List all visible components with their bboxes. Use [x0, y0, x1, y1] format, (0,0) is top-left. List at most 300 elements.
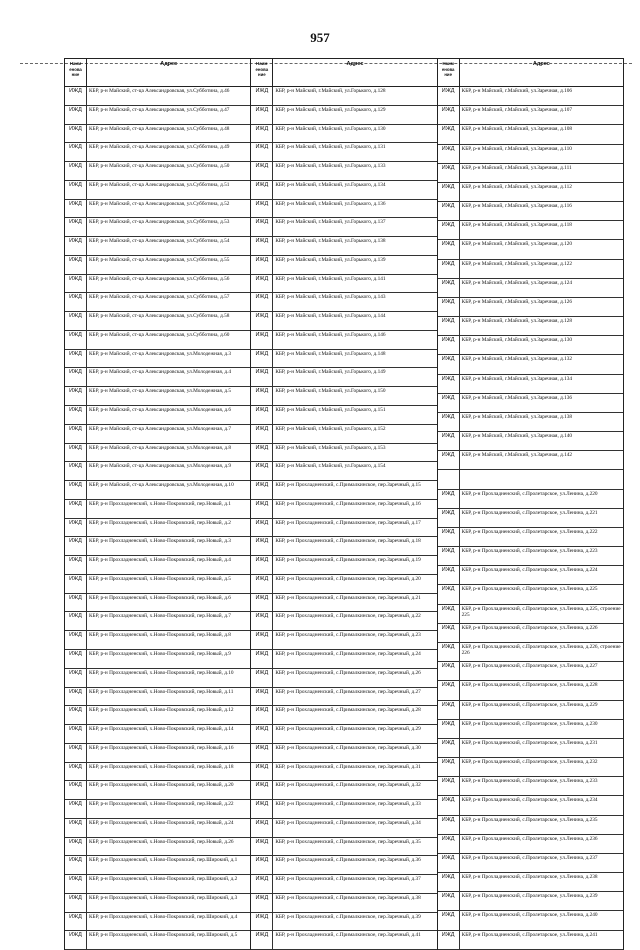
row-address: КБР, р-н Майский, г.Майский, ул.Заречная, д.108	[461, 126, 573, 133]
row-address: КБР, р-н Прохладненский, с.Прималкинское, пер.Заречный, д.17	[275, 519, 421, 526]
row-address: КБР, р-н Майский, ст-ца Александровская, ул.Субботина, д.50	[89, 163, 230, 170]
table-row	[65, 237, 250, 256]
column-body	[65, 87, 250, 950]
row-type: ИЖД	[251, 519, 273, 537]
row-address: КБР, р-н Майский, г.Майский, ул.Заречная, д.120	[461, 241, 573, 248]
row-address: КБР, р-н Прохладненский, с.Пролетарское, ул.Ленина, д.224	[461, 567, 598, 574]
row-type: ИЖД	[438, 701, 460, 719]
row-address: КБР, р-н Майский, ст-ца Александровская, ул.Молодежная, д.10	[89, 482, 234, 489]
table-row	[65, 481, 250, 500]
row-type: ИЖД	[438, 394, 460, 412]
table-row	[251, 819, 436, 838]
row-address: КБР, р-н Майский, г.Майский, ул.Заречная, д.132	[461, 356, 573, 363]
row-address: КБР, р-н Прохладненский, с.Пролетарское, ул.Ленина, д.226	[461, 624, 598, 631]
row-type: ИЖД	[251, 143, 273, 161]
table-row	[65, 162, 250, 181]
table-row	[65, 462, 250, 481]
row-type: ИЖД	[438, 355, 460, 373]
row-type: ИЖД	[65, 894, 87, 912]
row-address: КБР, р-н Прохладненский, с.Прималкинское, пер.Заречный, д.39	[275, 913, 421, 920]
address-header: Адрес	[346, 61, 364, 67]
table-row	[438, 432, 623, 451]
row-address: КБР, р-н Прохладненский, х.Ново-Покровский, пер.Новый, д.12	[89, 707, 234, 714]
table-row	[65, 725, 250, 744]
row-address: КБР, р-н Прохладненский, х.Ново-Покровский, пер.Новый, д.16	[89, 744, 234, 751]
row-address: КБР, р-н Прохладненский, с.Пролетарское, ул.Ленина, д.226, строение 226	[461, 643, 621, 657]
table-row	[65, 87, 250, 106]
row-address: КБР, р-н Прохладненский, с.Пролетарское, ул.Ленина, д.221	[461, 509, 598, 516]
table-row	[438, 701, 623, 720]
table-row	[65, 331, 250, 350]
row-type: ИЖД	[438, 413, 460, 431]
row-address: КБР, р-н Прохладненский, х.Ново-Покровский, пер.Новый, д.8	[89, 632, 231, 639]
row-type: ИЖД	[251, 688, 273, 706]
row-type: ИЖД	[65, 575, 87, 593]
table-row	[65, 181, 250, 200]
row-address: КБР, р-н Майский, г.Майский, ул.Заречная, д.140	[461, 433, 573, 440]
column-body	[251, 87, 436, 950]
row-type: ИЖД	[251, 162, 273, 180]
row-type: ИЖД	[65, 669, 87, 687]
row-address: КБР, р-н Прохладненский, с.Прималкинское, пер.Заречный, д.27	[275, 688, 421, 695]
table-row	[251, 87, 436, 106]
row-type: ИЖД	[251, 894, 273, 912]
row-address: КБР, р-н Прохладненский, х.Ново-Покровский, пер.Широкий, д.5	[89, 932, 238, 939]
row-type: ИЖД	[251, 125, 273, 143]
page-number: 957	[310, 30, 330, 45]
row-address: КБР, р-н Майский, г.Майский, ул.Горького, д.130	[275, 125, 386, 132]
row-type: ИЖД	[251, 481, 273, 499]
table-row	[438, 87, 623, 106]
row-address: КБР, р-н Майский, ст-ца Александровская, ул.Субботина, д.54	[89, 238, 230, 245]
table-row	[65, 744, 250, 763]
row-address: КБР, р-н Майский, г.Майский, ул.Горького, д.143	[275, 294, 386, 301]
table-row	[65, 800, 250, 819]
row-type: ИЖД	[438, 183, 460, 201]
row-address: КБР, р-н Прохладненский, с.Прималкинское, пер.Заречный, д.15	[275, 482, 421, 489]
row-address: КБР, р-н Прохладненский, с.Пролетарское, ул.Ленина, д.222	[461, 528, 598, 535]
row-type: ИЖД	[65, 162, 87, 180]
row-type: ИЖД	[438, 125, 460, 143]
row-address: КБР, р-н Прохладненский, с.Пролетарское, ул.Ленина, д.236	[461, 835, 598, 842]
table-row	[251, 575, 436, 594]
row-type: ИЖД	[438, 931, 460, 949]
row-type: ИЖД	[251, 87, 273, 105]
table-row	[251, 387, 436, 406]
row-type: ИЖД	[251, 838, 273, 856]
table-row	[438, 355, 623, 374]
table-row	[438, 624, 623, 643]
table-row	[251, 462, 436, 481]
table-row	[65, 406, 250, 425]
row-type: ИЖД	[438, 336, 460, 354]
row-address: КБР, р-н Майский, г.Майский, ул.Заречная, д.124	[461, 279, 573, 286]
row-type: ИЖД	[65, 819, 87, 837]
row-address: КБР, р-н Майский, г.Майский, ул.Заречная, д.118	[461, 222, 572, 229]
row-address: КБР, р-н Прохладненский, х.Ново-Покровский, пер.Новый, д.3	[89, 538, 231, 545]
table-row	[251, 744, 436, 763]
row-type: ИЖД	[65, 913, 87, 931]
row-type: ИЖД	[438, 624, 460, 642]
row-address: КБР, р-н Прохладненский, х.Ново-Покровский, пер.Новый, д.10	[89, 669, 234, 676]
table-row	[438, 451, 623, 470]
row-address: КБР, р-н Прохладненский, х.Ново-Покровский, пер.Новый, д.5	[89, 575, 231, 582]
row-type: ИЖД	[438, 260, 460, 278]
row-address: КБР, р-н Прохладненский, с.Пролетарское, ул.Ленина, д.228	[461, 682, 598, 689]
row-address: КБР, р-н Майский, г.Майский, ул.Горького, д.128	[275, 88, 386, 94]
table-row	[65, 143, 250, 162]
row-address: КБР, р-н Майский, ст-ца Александровская, ул.Субботина, д.51	[89, 181, 230, 188]
row-type: ИЖД	[251, 462, 273, 480]
row-type: ИЖД	[438, 528, 460, 546]
row-address: КБР, р-н Прохладненский, с.Прималкинское, пер.Заречный, д.31	[275, 763, 421, 770]
row-type: ИЖД	[65, 612, 87, 630]
row-address: КБР, р-н Прохладненский, х.Ново-Покровский, пер.Новый, д.22	[89, 801, 234, 808]
row-type: ИЖД	[65, 875, 87, 893]
table-row	[65, 594, 250, 613]
table-row	[438, 681, 623, 700]
row-address: КБР, р-н Майский, г.Майский, ул.Заречная, д.126	[461, 298, 573, 305]
row-type: ИЖД	[251, 931, 273, 949]
row-type: ИЖД	[438, 873, 460, 891]
table-row	[65, 706, 250, 725]
address-header: Адрес	[532, 61, 550, 67]
row-type: ИЖД	[251, 856, 273, 874]
table-row	[438, 202, 623, 221]
row-type: ИЖД	[65, 481, 87, 499]
table-column-1	[64, 58, 251, 950]
table-row	[438, 298, 623, 317]
row-type: ИЖД	[438, 854, 460, 872]
table-row	[65, 425, 250, 444]
table-row	[65, 275, 250, 294]
table-row	[65, 913, 250, 932]
row-address: КБР, р-н Майский, г.Майский, ул.Заречная, д.110	[461, 145, 572, 152]
row-address: КБР, р-н Майский, г.Майский, ул.Горького, д.150	[275, 388, 386, 395]
row-type: ИЖД	[251, 763, 273, 781]
row-address: КБР, р-н Майский, г.Майский, ул.Заречная, д.107	[461, 107, 573, 114]
row-type: ИЖД	[251, 425, 273, 443]
row-type: ИЖД	[251, 875, 273, 893]
table-row	[65, 387, 250, 406]
table-row	[438, 585, 623, 604]
table-row	[438, 240, 623, 259]
row-address: КБР, р-н Майский, ст-ца Александровская, ул.Молодежная, д.5	[89, 388, 232, 395]
table-row	[65, 612, 250, 631]
type-header: Наим енова ние	[438, 59, 460, 86]
column-body	[438, 87, 623, 950]
table-row	[438, 643, 623, 662]
row-address: КБР, р-н Прохладненский, с.Пролетарское, ул.Ленина, д.220	[461, 490, 598, 497]
table-row	[251, 556, 436, 575]
row-type: ИЖД	[251, 556, 273, 574]
row-address: КБР, р-н Майский, г.Майский, ул.Заречная, д.134	[461, 375, 573, 382]
table-row	[65, 875, 250, 894]
table-row	[438, 739, 623, 758]
row-address: КБР, р-н Прохладненский, с.Пролетарское, ул.Ленина, д.241	[461, 931, 598, 938]
table-row	[438, 547, 623, 566]
row-address: КБР, р-н Майский, г.Майский, ул.Горького, д.149	[275, 369, 386, 376]
table-row	[251, 706, 436, 725]
table-row	[65, 537, 250, 556]
row-type: ИЖД	[251, 744, 273, 762]
row-address: КБР, р-н Прохладненский, х.Ново-Покровский, пер.Новый, д.7	[89, 613, 231, 620]
row-address: КБР, р-н Майский, г.Майский, ул.Горького, д.133	[275, 163, 386, 170]
table-row	[251, 218, 436, 237]
row-type: ИЖД	[251, 706, 273, 724]
table-row	[65, 575, 250, 594]
row-address: КБР, р-н Майский, ст-ца Александровская, ул.Субботина, д.58	[89, 313, 230, 320]
row-type: ИЖД	[438, 892, 460, 910]
table-row	[65, 200, 250, 219]
table-row	[251, 275, 436, 294]
row-address: КБР, р-н Прохладненский, с.Прималкинское, пер.Заречный, д.35	[275, 838, 421, 845]
type-header: Наим енова ние	[65, 59, 87, 86]
row-type: ИЖД	[438, 835, 460, 853]
table-row	[438, 566, 623, 585]
row-address: КБР, р-н Майский, ст-ца Александровская, ул.Субботина, д.46	[89, 88, 230, 94]
table-row	[251, 181, 436, 200]
row-type: ИЖД	[65, 331, 87, 349]
table-row	[251, 650, 436, 669]
row-type: ИЖД	[65, 519, 87, 537]
table-row	[251, 331, 436, 350]
table-row	[438, 490, 623, 509]
row-type: ИЖД	[65, 725, 87, 743]
row-type: ИЖД	[251, 237, 273, 255]
row-address: КБР, р-н Прохладненский, с.Прималкинское, пер.Заречный, д.34	[275, 819, 421, 826]
table-column-3	[438, 58, 624, 950]
row-type: ИЖД	[65, 931, 87, 949]
row-type: ИЖД	[438, 375, 460, 393]
row-type: ИЖД	[65, 106, 87, 124]
row-address: КБР, р-н Майский, г.Майский, ул.Горького, д.131	[275, 144, 386, 151]
row-type: ИЖД	[438, 662, 460, 680]
row-type: ИЖД	[438, 739, 460, 757]
table-column-2	[251, 58, 437, 950]
table-row	[438, 221, 623, 240]
row-address: КБР, р-н Майский, ст-ца Александровская, ул.Молодежная, д.3	[89, 350, 232, 357]
row-address: КБР, р-н Прохладненский, с.Пролетарское, ул.Ленина, д.234	[461, 797, 598, 804]
table-row	[65, 819, 250, 838]
row-address: КБР, р-н Прохладненский, х.Ново-Покровский, пер.Новый, д.9	[89, 650, 231, 657]
table-row	[438, 758, 623, 777]
row-address: КБР, р-н Прохладненский, х.Ново-Покровский, пер.Новый, д.11	[89, 688, 234, 695]
table-row	[438, 854, 623, 873]
table-row	[251, 669, 436, 688]
row-address: КБР, р-н Майский, ст-ца Александровская, ул.Молодежная, д.9	[89, 463, 232, 470]
table-row	[438, 528, 623, 547]
row-type: ИЖД	[65, 537, 87, 555]
row-type: ИЖД	[65, 781, 87, 799]
table-row	[65, 218, 250, 237]
table-row	[438, 279, 623, 298]
row-type: ИЖД	[438, 643, 460, 661]
row-type: ИЖД	[251, 819, 273, 837]
table-row	[65, 631, 250, 650]
address-table	[64, 58, 624, 950]
row-type: ИЖД	[65, 181, 87, 199]
row-address: КБР, р-н Майский, г.Майский, ул.Горького, д.137	[275, 219, 386, 226]
table-row	[251, 913, 436, 932]
address-header: Адрес	[160, 61, 178, 67]
row-type: ИЖД	[438, 566, 460, 584]
row-address: КБР, р-н Майский, г.Майский, ул.Горького, д.146	[275, 331, 386, 338]
row-address: КБР, р-н Майский, г.Майский, ул.Заречная, д.138	[461, 413, 573, 420]
table-row	[438, 470, 623, 489]
table-row	[438, 605, 623, 624]
table-row	[251, 612, 436, 631]
row-type: ИЖД	[65, 744, 87, 762]
table-row	[65, 312, 250, 331]
table-row	[251, 725, 436, 744]
row-address: КБР, р-н Прохладненский, с.Пролетарское, ул.Ленина, д.239	[461, 893, 598, 900]
row-address: КБР, р-н Прохладненский, с.Прималкинское, пер.Заречный, д.29	[275, 726, 421, 733]
table-row	[251, 800, 436, 819]
table-row	[251, 425, 436, 444]
table-row	[65, 781, 250, 800]
row-type: ИЖД	[438, 720, 460, 738]
row-address: КБР, р-н Прохладненский, с.Пролетарское, ул.Ленина, д.227	[461, 663, 598, 670]
table-row	[438, 336, 623, 355]
row-type: ИЖД	[438, 298, 460, 316]
row-type: ИЖД	[251, 537, 273, 555]
table-row	[438, 509, 623, 528]
table-row	[251, 162, 436, 181]
table-row	[251, 200, 436, 219]
row-address: КБР, р-н Прохладненский, с.Пролетарское, ул.Ленина, д.238	[461, 874, 598, 881]
table-row	[438, 164, 623, 183]
row-address: КБР, р-н Майский, ст-ца Александровская, ул.Субботина, д.60	[89, 331, 230, 338]
row-type: ИЖД	[65, 200, 87, 218]
table-row	[251, 875, 436, 894]
table-row	[65, 556, 250, 575]
row-address: КБР, р-н Прохладненский, с.Пролетарское, ул.Ленина, д.237	[461, 854, 598, 861]
row-type: ИЖД	[65, 631, 87, 649]
row-type: ИЖД	[251, 913, 273, 931]
row-address: КБР, р-н Прохладненский, с.Прималкинское, пер.Заречный, д.33	[275, 801, 421, 808]
row-address: КБР, р-н Майский, ст-ца Александровская, ул.Субботина, д.52	[89, 200, 230, 207]
type-header: Наим енова ние	[251, 59, 273, 86]
row-type: ИЖД	[438, 911, 460, 929]
row-type: ИЖД	[251, 594, 273, 612]
row-type: ИЖД	[65, 293, 87, 311]
table-row	[65, 350, 250, 369]
row-address: КБР, р-н Майский, г.Майский, ул.Горького, д.152	[275, 425, 386, 432]
table-row	[438, 777, 623, 796]
table-row	[251, 519, 436, 538]
row-address: КБР, р-н Прохладненский, с.Пролетарское, ул.Ленина, д.232	[461, 759, 598, 766]
row-address: КБР, р-н Прохладненский, х.Ново-Покровский, пер.Широкий, д.3	[89, 894, 238, 901]
table-row	[251, 688, 436, 707]
row-type: ИЖД	[65, 87, 87, 105]
row-address: КБР, р-н Прохладненский, с.Прималкинское, пер.Заречный, д.23	[275, 632, 421, 639]
row-address: КБР, р-н Прохладненский, с.Пролетарское, ул.Ленина, д.223	[461, 548, 598, 555]
table-row	[251, 781, 436, 800]
table-row	[251, 106, 436, 125]
row-type: ИЖД	[65, 556, 87, 574]
table-row	[65, 500, 250, 519]
row-type: ИЖД	[251, 275, 273, 293]
table-row	[251, 293, 436, 312]
table-row	[251, 368, 436, 387]
row-address: КБР, р-н Прохладненский, с.Прималкинское, пер.Заречный, д.24	[275, 650, 421, 657]
row-address: КБР, р-н Прохладненский, с.Прималкинское, пер.Заречный, д.16	[275, 500, 421, 507]
table-row	[65, 838, 250, 857]
row-type: ИЖД	[65, 688, 87, 706]
row-type: ИЖД	[438, 585, 460, 603]
row-address: КБР, р-н Майский, г.Майский, ул.Горького, д.154	[275, 463, 386, 470]
row-address: КБР, р-н Прохладненский, х.Ново-Покровский, пер.Широкий, д.4	[89, 913, 238, 920]
row-address: КБР, р-н Прохладненский, с.Прималкинское, пер.Заречный, д.38	[275, 894, 421, 901]
row-address: КБР, р-н Майский, г.Майский, ул.Заречная, д.142	[461, 452, 573, 459]
row-type: ИЖД	[438, 796, 460, 814]
row-address: КБР, р-н Майский, ст-ца Александровская, ул.Субботина, д.48	[89, 125, 230, 132]
row-address: КБР, р-н Прохладненский, с.Прималкинское, пер.Заречный, д.26	[275, 669, 421, 676]
table-row	[251, 237, 436, 256]
row-address: КБР, р-н Майский, г.Майский, ул.Горького, д.138	[275, 238, 386, 245]
row-address: КБР, р-н Майский, г.Майский, ул.Заречная, д.112	[461, 183, 572, 190]
row-type: ИЖД	[65, 237, 87, 255]
row-address: КБР, р-н Прохладненский, с.Прималкинское, пер.Заречный, д.30	[275, 744, 421, 751]
row-type: ИЖД	[438, 547, 460, 565]
row-address: КБР, р-н Прохладненский, х.Ново-Покровский, пер.Широкий, д.2	[89, 876, 238, 883]
table-row	[438, 931, 623, 950]
row-type: ИЖД	[251, 200, 273, 218]
row-address: КБР, р-н Прохладненский, с.Прималкинское, пер.Заречный, д.37	[275, 876, 421, 883]
row-type: ИЖД	[65, 218, 87, 236]
row-address: КБР, р-н Майский, г.Майский, ул.Заречная, д.136	[461, 394, 573, 401]
row-type: ИЖД	[251, 575, 273, 593]
row-type: ИЖД	[65, 706, 87, 724]
table-row	[438, 892, 623, 911]
row-address: КБР, р-н Прохладненский, с.Пролетарское, ул.Ленина, д.240	[461, 912, 598, 919]
row-type: ИЖД	[251, 181, 273, 199]
row-type: ИЖД	[251, 650, 273, 668]
row-type: ИЖД	[251, 612, 273, 630]
row-type: ИЖД	[251, 387, 273, 405]
row-type: ИЖД	[251, 312, 273, 330]
table-row	[438, 413, 623, 432]
row-type: ИЖД	[438, 202, 460, 220]
row-type: ИЖД	[65, 650, 87, 668]
row-type: ИЖД	[438, 221, 460, 239]
row-type: ИЖД	[251, 781, 273, 799]
row-type: ИЖД	[65, 312, 87, 330]
row-type: ИЖД	[251, 293, 273, 311]
row-address: КБР, р-н Майский, ст-ца Александровская, ул.Субботина, д.56	[89, 275, 230, 282]
row-address: КБР, р-н Майский, г.Майский, ул.Горького, д.141	[275, 275, 386, 282]
table-row	[438, 911, 623, 930]
row-address: КБР, р-н Прохладненский, с.Прималкинское, пер.Заречный, д.19	[275, 557, 421, 564]
row-address: КБР, р-н Майский, ст-ца Александровская, ул.Субботина, д.55	[89, 256, 230, 263]
row-type: ИЖД	[251, 669, 273, 687]
row-address: КБР, р-н Прохладненский, с.Пролетарское, ул.Ленина, д.230	[461, 720, 598, 727]
row-type: ИЖД	[65, 143, 87, 161]
table-row	[251, 838, 436, 857]
table-row	[438, 183, 623, 202]
row-address: КБР, р-н Прохладненский, с.Пролетарское, ул.Ленина, д.225, строение 225	[461, 605, 621, 618]
row-type: ИЖД	[438, 681, 460, 699]
row-type: ИЖД	[251, 406, 273, 424]
row-type: ИЖД	[438, 490, 460, 508]
row-address: КБР, р-н Майский, ст-ца Александровская, ул.Субботина, д.53	[89, 219, 230, 226]
row-address: КБР, р-н Майский, г.Майский, ул.Горького, д.148	[275, 350, 386, 357]
table-row	[438, 375, 623, 394]
table-row	[65, 519, 250, 538]
row-address: КБР, р-н Майский, г.Майский, ул.Горького, д.139	[275, 256, 386, 263]
row-address: КБР, р-н Прохладненский, х.Ново-Покровский, пер.Новый, д.24	[89, 819, 234, 826]
